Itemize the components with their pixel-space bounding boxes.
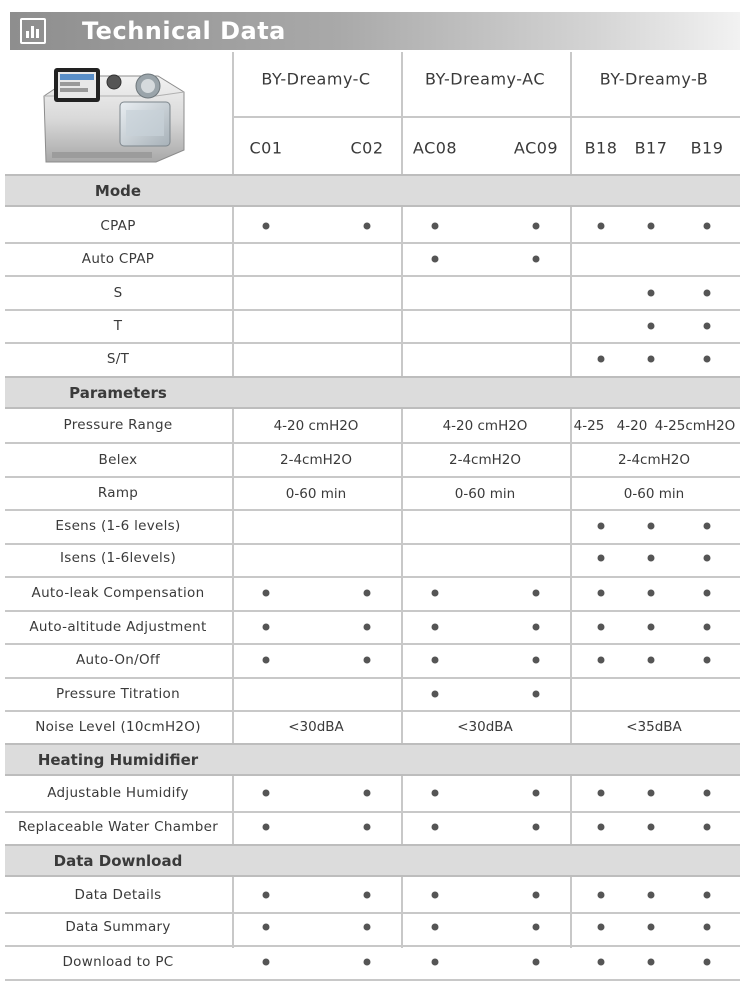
feature-dot [704, 590, 711, 597]
noise-ac: <30dBA [457, 719, 513, 735]
feature-dot [533, 959, 540, 966]
row-label: Esens (1-6 levels) [55, 518, 181, 534]
row-divider [5, 811, 740, 813]
feature-dot [648, 356, 655, 363]
feature-dot [432, 790, 439, 797]
row-label: Auto-altitude Adjustment [29, 619, 207, 635]
belex-ac: 2-4cmH2O [449, 452, 521, 468]
noise-b: <35dBA [626, 719, 682, 735]
feature-dot [648, 824, 655, 831]
feature-dot [432, 691, 439, 698]
row-label: Data Details [74, 887, 162, 903]
feature-dot [598, 223, 605, 230]
feature-dot [263, 824, 270, 831]
row-label: Download to PC [62, 954, 174, 970]
row-divider [5, 945, 740, 947]
feature-dot [364, 590, 371, 597]
pressure-range-b19: 4-25cmH2O [654, 418, 736, 434]
row-divider [5, 576, 740, 578]
row-divider [5, 543, 740, 545]
row-divider [5, 242, 740, 244]
row-label: S/T [106, 351, 130, 367]
row-label: Pressure Titration [56, 686, 180, 702]
pressure-range-b18: 4-25 [573, 418, 605, 434]
header-divider [232, 116, 740, 118]
row-divider [5, 442, 740, 444]
page-title: Technical Data [82, 17, 286, 45]
feature-dot [704, 555, 711, 562]
pressure-range-ac: 4-20 cmH2O [442, 418, 528, 434]
feature-dot [648, 223, 655, 230]
bar-chart-icon [20, 18, 46, 44]
feature-dot [533, 824, 540, 831]
model-name-c: BY-Dreamy-C [261, 69, 371, 89]
pressure-range-c: 4-20 cmH2O [273, 418, 359, 434]
feature-dot [364, 892, 371, 899]
row-divider [5, 610, 740, 612]
ramp-c: 0-60 min [285, 486, 347, 502]
feature-dot [364, 824, 371, 831]
feature-dot [432, 624, 439, 631]
title-banner [10, 12, 740, 50]
row-label: Replaceable Water Chamber [17, 819, 219, 835]
ramp-b: 0-60 min [623, 486, 685, 502]
feature-dot [598, 624, 605, 631]
variant-ac09: AC09 [513, 138, 559, 158]
feature-dot [648, 959, 655, 966]
feature-dot [364, 657, 371, 664]
feature-dot [263, 657, 270, 664]
feature-dot [598, 555, 605, 562]
feature-dot [432, 959, 439, 966]
row-divider [5, 979, 740, 981]
row-divider [5, 710, 740, 712]
feature-dot [598, 356, 605, 363]
feature-dot [364, 924, 371, 931]
feature-dot [598, 824, 605, 831]
feature-dot [263, 959, 270, 966]
row-label: Auto-leak Compensation [31, 585, 205, 601]
belex-b: 2-4cmH2O [618, 452, 690, 468]
variant-c02: C02 [350, 138, 384, 158]
ramp-ac: 0-60 min [454, 486, 516, 502]
row-divider [5, 912, 740, 914]
feature-dot [263, 223, 270, 230]
feature-dot [648, 590, 655, 597]
feature-dot [598, 790, 605, 797]
row-divider [5, 643, 740, 645]
feature-dot [263, 590, 270, 597]
section-title-parameters: Parameters [69, 384, 167, 402]
feature-dot [598, 959, 605, 966]
row-label: CPAP [100, 218, 136, 234]
row-label: T [113, 318, 123, 334]
feature-dot [533, 256, 540, 263]
feature-dot [704, 924, 711, 931]
cpap-device-image [38, 62, 188, 166]
feature-dot [704, 824, 711, 831]
feature-dot [263, 790, 270, 797]
feature-dot [648, 555, 655, 562]
feature-dot [432, 590, 439, 597]
feature-dot [263, 924, 270, 931]
row-label: S [113, 285, 123, 301]
feature-dot [598, 892, 605, 899]
feature-dot [704, 356, 711, 363]
section-title-heating: Heating Humidifier [37, 751, 199, 769]
feature-dot [648, 290, 655, 297]
feature-dot [704, 790, 711, 797]
feature-dot [598, 590, 605, 597]
row-divider [5, 509, 740, 511]
row-label: Ramp [97, 485, 139, 501]
feature-dot [263, 624, 270, 631]
variant-b17: B17 [634, 138, 668, 158]
feature-dot [704, 323, 711, 330]
feature-dot [533, 790, 540, 797]
feature-dot [364, 959, 371, 966]
feature-dot [648, 892, 655, 899]
feature-dot [533, 590, 540, 597]
row-divider [5, 342, 740, 344]
feature-dot [533, 657, 540, 664]
row-label: Auto CPAP [81, 251, 155, 267]
feature-dot [598, 924, 605, 931]
feature-dot [533, 924, 540, 931]
feature-dot [648, 924, 655, 931]
feature-dot [648, 657, 655, 664]
model-name-b: BY-Dreamy-B [599, 69, 709, 89]
noise-c: <30dBA [288, 719, 344, 735]
feature-dot [598, 523, 605, 530]
row-label: Adjustable Humidify [47, 785, 189, 801]
feature-dot [364, 624, 371, 631]
feature-dot [648, 523, 655, 530]
feature-dot [704, 290, 711, 297]
feature-dot [533, 624, 540, 631]
variant-ac08: AC08 [412, 138, 458, 158]
variant-b18: B18 [584, 138, 618, 158]
row-label: Belex [98, 452, 138, 468]
model-name-ac: BY-Dreamy-AC [425, 69, 545, 89]
feature-dot [598, 657, 605, 664]
row-label: Noise Level (10cmH2O) [35, 719, 201, 735]
row-divider [5, 476, 740, 478]
feature-dot [432, 824, 439, 831]
feature-dot [704, 223, 711, 230]
section-title-mode: Mode [94, 182, 142, 200]
feature-dot [432, 924, 439, 931]
row-divider [5, 309, 740, 311]
feature-dot [704, 657, 711, 664]
feature-dot [432, 223, 439, 230]
feature-dot [648, 624, 655, 631]
feature-dot [648, 790, 655, 797]
feature-dot [704, 624, 711, 631]
row-divider [5, 677, 740, 679]
row-label: Auto-On/Off [75, 652, 161, 668]
feature-dot [533, 892, 540, 899]
feature-dot [533, 691, 540, 698]
row-label: Isens (1-6levels) [59, 550, 177, 566]
feature-dot [432, 657, 439, 664]
feature-dot [263, 892, 270, 899]
row-label: Data Summary [65, 919, 171, 935]
feature-dot [364, 790, 371, 797]
belex-c: 2-4cmH2O [280, 452, 352, 468]
feature-dot [432, 256, 439, 263]
feature-dot [704, 523, 711, 530]
pressure-range-b17: 4-20 [616, 418, 648, 434]
feature-dot [432, 892, 439, 899]
feature-dot [704, 892, 711, 899]
row-label: Pressure Range [63, 417, 173, 433]
feature-dot [704, 959, 711, 966]
variant-b19: B19 [690, 138, 724, 158]
feature-dot [648, 323, 655, 330]
section-title-data-download: Data Download [53, 852, 183, 870]
feature-dot [364, 223, 371, 230]
row-divider [5, 275, 740, 277]
feature-dot [533, 223, 540, 230]
variant-c01: C01 [249, 138, 283, 158]
